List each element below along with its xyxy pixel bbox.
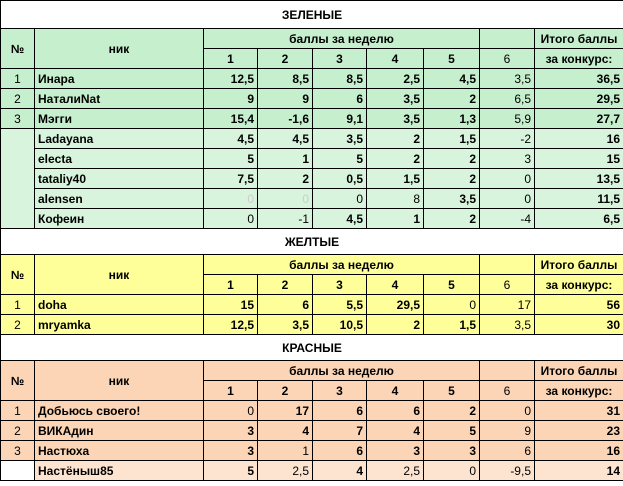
header-num: №: [1, 255, 35, 295]
header-day-4: 4: [367, 275, 424, 295]
header-day-2: 2: [258, 381, 313, 401]
score-cell: 2: [367, 149, 424, 169]
score-cell: 6: [367, 401, 424, 421]
header-day-5: 5: [424, 49, 480, 69]
score-cell: 8: [367, 189, 424, 209]
score-cell: 4: [258, 421, 313, 441]
row-num: 3: [1, 441, 35, 461]
score-cell: 9: [258, 89, 313, 109]
header-num: №: [1, 361, 35, 401]
header-nick: ник: [35, 29, 204, 69]
header-day-2: 2: [258, 275, 313, 295]
score-cell: 6: [480, 441, 535, 461]
score-cell: 3,5: [258, 315, 313, 335]
header-total-line1: Итого баллы: [535, 361, 623, 381]
score-cell: 3,5: [424, 189, 480, 209]
score-cell: 0: [424, 461, 480, 481]
total-cell: 16: [535, 129, 623, 149]
row-num: 1: [1, 69, 35, 89]
score-cell: 4: [313, 461, 367, 481]
total-cell: 23: [535, 421, 623, 441]
score-cell: 1: [258, 149, 313, 169]
score-cell: 2: [424, 169, 480, 189]
header-total-line1: Итого баллы: [535, 29, 623, 49]
row-nick: alensen: [35, 189, 204, 209]
header-week: баллы за неделю: [204, 255, 480, 275]
row-num: [1, 461, 35, 481]
header-day-1: 1: [204, 49, 258, 69]
table-row: [1, 169, 623, 189]
score-cell: 0: [204, 189, 258, 209]
table-row: [1, 89, 623, 109]
score-cell: 3,5: [480, 69, 535, 89]
score-cell: 5: [424, 421, 480, 441]
score-cell: 5: [204, 149, 258, 169]
score-cell: 1,5: [367, 169, 424, 189]
score-cell: 12,5: [204, 69, 258, 89]
score-cell: 3,5: [480, 315, 535, 335]
score-cell: 6: [313, 89, 367, 109]
score-cell: 0: [204, 209, 258, 229]
row-num: 1: [1, 401, 35, 421]
score-cell: 3,5: [313, 129, 367, 149]
score-cell: -1,6: [258, 109, 313, 129]
score-cell: 3: [204, 421, 258, 441]
header-day-6: 6: [480, 381, 535, 401]
header-day-3: 3: [313, 49, 367, 69]
row-nick: Кофеин: [35, 209, 204, 229]
score-cell: 2,5: [258, 461, 313, 481]
score-cell: 4,5: [313, 209, 367, 229]
row-nick: Настёныш85: [35, 461, 204, 481]
score-cell: 9,1: [313, 109, 367, 129]
score-cell: 6,5: [480, 89, 535, 109]
header-day-6: 6: [480, 49, 535, 69]
score-cell: 29,5: [367, 295, 424, 315]
row-num: 2: [1, 89, 35, 109]
row-num-blank: [1, 129, 35, 229]
table-row: [1, 441, 623, 461]
header-day-2: 2: [258, 49, 313, 69]
score-cell: 4,5: [204, 129, 258, 149]
score-cell: 5,5: [313, 295, 367, 315]
score-cell: 2,5: [367, 461, 424, 481]
total-cell: 11,5: [535, 189, 623, 209]
row-nick: Мэгги: [35, 109, 204, 129]
header-total-line2: за конкурс:: [535, 381, 623, 401]
score-cell: 0: [424, 295, 480, 315]
score-cell: -4: [480, 209, 535, 229]
score-cell: 12,5: [204, 315, 258, 335]
score-cell: 2: [424, 149, 480, 169]
score-cell: 0: [480, 189, 535, 209]
header-day-5: 5: [424, 275, 480, 295]
header-total-line2: за конкурс:: [535, 49, 623, 69]
score-cell: 1,5: [424, 129, 480, 149]
table-row: [1, 69, 623, 89]
total-cell: 56: [535, 295, 623, 315]
header-nick: ник: [35, 255, 204, 295]
row-nick: НаталиNat: [35, 89, 204, 109]
table-row: [1, 295, 623, 315]
score-cell: -9,5: [480, 461, 535, 481]
header-day-6: 6: [480, 275, 535, 295]
row-nick: Добьюсь своего!: [35, 401, 204, 421]
table-row: [1, 421, 623, 441]
score-cell: 1,5: [424, 315, 480, 335]
score-cell: 9: [480, 421, 535, 441]
score-cell: 5: [313, 149, 367, 169]
score-cell: 6: [313, 401, 367, 421]
header-day-4: 4: [367, 381, 424, 401]
header-num: №: [1, 29, 35, 69]
total-cell: 36,5: [535, 69, 623, 89]
header-week: баллы за неделю: [204, 361, 480, 381]
header-nick: ник: [35, 361, 204, 401]
row-nick: ВИКАдин: [35, 421, 204, 441]
total-cell: 29,5: [535, 89, 623, 109]
section-title-yellow: ЖЕЛТЫЕ: [1, 229, 623, 255]
score-cell: 4: [367, 421, 424, 441]
score-cell: 1: [258, 441, 313, 461]
row-nick: doha: [35, 295, 204, 315]
score-cell: 4,5: [424, 69, 480, 89]
header-day-1: 1: [204, 381, 258, 401]
header-day-5: 5: [424, 381, 480, 401]
row-nick: mryamka: [35, 315, 204, 335]
score-cell: 2: [424, 401, 480, 421]
score-cell: 3: [424, 441, 480, 461]
score-cell: 17: [480, 295, 535, 315]
row-num: 2: [1, 315, 35, 335]
score-cell: 0: [480, 401, 535, 421]
score-cell: 2: [367, 315, 424, 335]
total-cell: 30: [535, 315, 623, 335]
row-num: 2: [1, 421, 35, 441]
header-week-blank: [480, 255, 535, 275]
score-cell: 4,5: [258, 129, 313, 149]
score-cell: 15: [204, 295, 258, 315]
total-cell: 16: [535, 441, 623, 461]
row-num: 3: [1, 109, 35, 129]
score-cell: 2: [424, 89, 480, 109]
score-cell: 6: [258, 295, 313, 315]
table-row: [1, 315, 623, 335]
score-cell: 3: [204, 441, 258, 461]
table-row: [1, 129, 623, 149]
score-cell: 3: [480, 149, 535, 169]
total-cell: 14: [535, 461, 623, 481]
row-nick: Инара: [35, 69, 204, 89]
score-cell: 7,5: [204, 169, 258, 189]
score-cell: 0: [480, 169, 535, 189]
row-nick: Ladayana: [35, 129, 204, 149]
table-row: [1, 109, 623, 129]
total-cell: 6,5: [535, 209, 623, 229]
score-cell: 9: [204, 89, 258, 109]
table-row: [1, 209, 623, 229]
total-cell: 15: [535, 149, 623, 169]
score-cell: 0: [204, 401, 258, 421]
score-cell: 3,5: [367, 109, 424, 129]
header-total-line2: за конкурс:: [535, 275, 623, 295]
header-day-3: 3: [313, 381, 367, 401]
score-cell: 2: [258, 169, 313, 189]
section-title-green: ЗЕЛЕНЫЕ: [1, 1, 623, 29]
header-day-3: 3: [313, 275, 367, 295]
table-row: [1, 189, 623, 209]
row-num: 1: [1, 295, 35, 315]
score-cell: -2: [480, 129, 535, 149]
score-cell: 3: [367, 441, 424, 461]
score-cell: 0,5: [313, 169, 367, 189]
score-cell: 17: [258, 401, 313, 421]
total-cell: 27,7: [535, 109, 623, 129]
score-cell: 15,4: [204, 109, 258, 129]
header-day-4: 4: [367, 49, 424, 69]
score-cell: 6: [313, 441, 367, 461]
score-cell: 2: [424, 209, 480, 229]
score-cell: 3,5: [367, 89, 424, 109]
row-nick: electa: [35, 149, 204, 169]
score-cell: 8,5: [258, 69, 313, 89]
header-day-1: 1: [204, 275, 258, 295]
score-cell: 1,3: [424, 109, 480, 129]
total-cell: 31: [535, 401, 623, 421]
total-cell: 13,5: [535, 169, 623, 189]
score-cell: 0: [258, 189, 313, 209]
score-cell: 2,5: [367, 69, 424, 89]
score-cell: 8,5: [313, 69, 367, 89]
table-row: [1, 401, 623, 421]
score-cell: 5: [204, 461, 258, 481]
score-cell: 10,5: [313, 315, 367, 335]
row-nick: tataliy40: [35, 169, 204, 189]
header-week-blank: [480, 29, 535, 49]
table-row: [1, 461, 623, 481]
header-week-blank: [480, 361, 535, 381]
table-row: [1, 149, 623, 169]
score-cell: -1: [258, 209, 313, 229]
score-cell: 5,9: [480, 109, 535, 129]
score-cell: 2: [367, 129, 424, 149]
score-cell: 1: [367, 209, 424, 229]
header-week: баллы за неделю: [204, 29, 480, 49]
header-total-line1: Итого баллы: [535, 255, 623, 275]
score-cell: 0: [313, 189, 367, 209]
score-cell: 7: [313, 421, 367, 441]
section-title-red: КРАСНЫЕ: [1, 335, 623, 361]
row-nick: Настюха: [35, 441, 204, 461]
